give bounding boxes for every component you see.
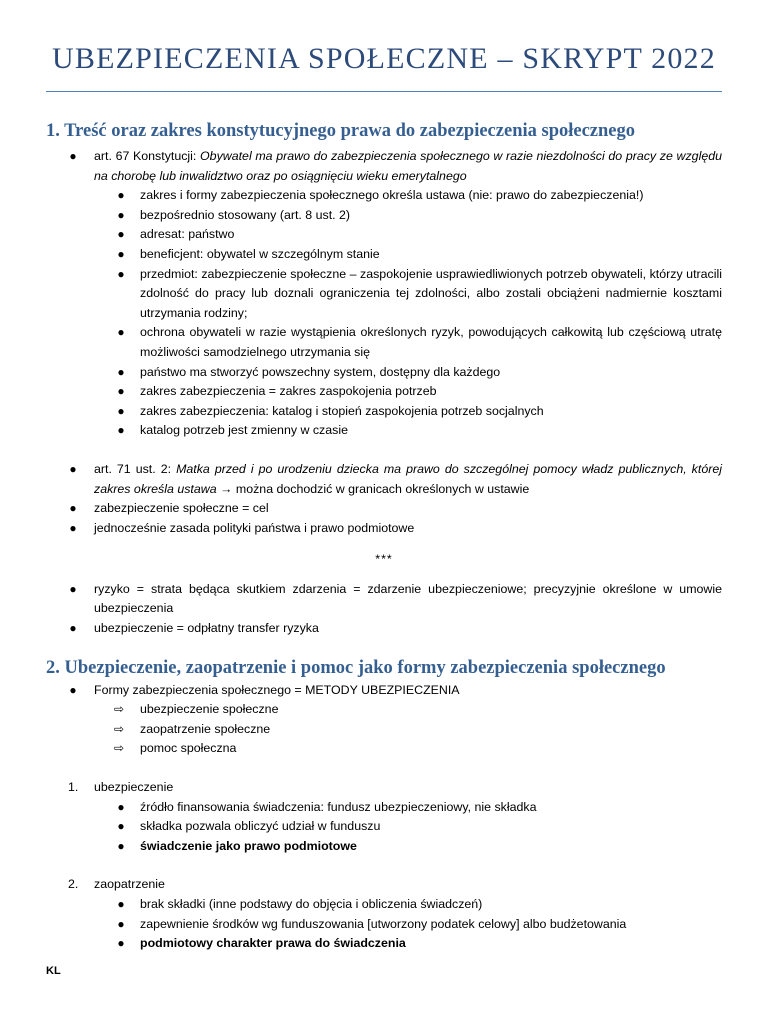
list-item-text: ubezpieczenie <box>94 780 174 795</box>
art67-label: art. 67 Konstytucji: <box>94 149 197 163</box>
numbered-item <box>46 778 722 798</box>
risk-item <box>46 580 722 619</box>
list-item-text: jednocześnie zasada polityki państwa i prawo podmiotowe <box>94 520 415 535</box>
list-item-text: źródło finansowania świadczenia: fundusz ubezpieczeniowy, nie składka <box>140 799 537 814</box>
list-item-text: zaopatrzenie społeczne <box>140 721 271 736</box>
art67-quote: Obywatel ma prawo do zabezpieczenia społecznego w razie niezdolności do pracy ze względu na chorobę lub inwalidztwo oraz po osiągnięciu wieku emerytalnego <box>94 149 722 183</box>
bullet-icon: ● <box>117 325 125 340</box>
bullet-icon: ● <box>69 149 77 163</box>
bullet-icon: ● <box>69 621 77 636</box>
bullet-icon: ● <box>69 461 77 476</box>
bullet-icon: ● <box>117 364 125 379</box>
bullet-icon: ● <box>117 246 125 261</box>
list-item-text: adresat: państwo <box>140 227 235 242</box>
list-item-text: podmiotowy charakter prawa do świadczenia <box>140 936 406 951</box>
bullet-icon: ● <box>117 266 125 281</box>
bullet-icon: ● <box>117 897 125 911</box>
list-item-text: brak składki (inne podstawy do objęcia i obliczenia świadczeń) <box>140 897 483 911</box>
list-item-text: ubezpieczenie społeczne <box>140 702 279 717</box>
list-item-text: zakres i formy zabezpieczenia społecznego określa ustawa (nie: prawo do zabezpieczenia!) <box>140 188 644 203</box>
document-body <box>46 118 722 954</box>
bullet-icon: ● <box>117 384 125 399</box>
section-separator: *** <box>375 552 393 567</box>
item-number: 2. <box>68 877 79 892</box>
list-item <box>46 225 722 245</box>
art71-quote: Matka przed i po urodzeniu dziecka ma prawo do szczególnej pomocy władz publicznych, której zakres określa ustawa <box>94 461 722 496</box>
list-item-text: katalog potrzeb jest zmienny w czasie <box>140 423 348 438</box>
list-item <box>46 499 722 519</box>
list-item <box>46 363 722 383</box>
spacer <box>46 759 722 778</box>
bullet-icon: ● <box>117 936 125 951</box>
list-item-text: pomoc społeczna <box>140 741 237 756</box>
bullet-icon: ● <box>69 501 77 516</box>
list-item <box>46 402 722 422</box>
art71-item <box>46 460 722 499</box>
bullet-icon: ● <box>117 838 125 853</box>
list-item <box>46 934 722 954</box>
page-footer: KL <box>46 965 61 977</box>
insurance-item <box>46 619 722 639</box>
list-item-text: ryzyko = strata będąca skutkiem zdarzenia = zdarzenie ubezpieczeniowe; precyzyjnie określone w umowie ubezpieczenia <box>94 581 722 616</box>
arrow-right-icon: ⇨ <box>114 702 125 717</box>
art71-label: art. 71 ust. 2: <box>94 461 172 476</box>
bullet-icon: ● <box>117 188 125 203</box>
list-item <box>46 519 722 539</box>
numbered-item <box>46 875 722 895</box>
list-item <box>46 895 722 915</box>
list-item <box>46 798 722 818</box>
art67-item <box>46 147 722 186</box>
title-underline <box>46 91 722 92</box>
list-item-text: zapewnienie środków wg funduszowania [utworzony podatek celowy] albo budżetowania <box>140 916 627 931</box>
spacer <box>46 856 722 875</box>
bullet-icon: ● <box>69 682 77 697</box>
list-item-text: zabezpieczenie społeczne = cel <box>94 501 269 516</box>
spacer <box>46 639 722 655</box>
list-item-text: zaopatrzenie <box>94 877 165 892</box>
list-item-text: bezpośrednio stosowany (art. 8 ust. 2) <box>140 207 351 222</box>
spacer <box>46 441 722 460</box>
bullet-icon: ● <box>117 423 125 438</box>
list-item-text: ubezpieczenie = odpłatny transfer ryzyka <box>94 621 319 636</box>
forms-item <box>46 681 722 701</box>
list-item <box>46 817 722 837</box>
bullet-icon: ● <box>117 403 125 418</box>
list-item-text: państwo ma stworzyć powszechny system, dostępny dla każdego <box>140 364 501 379</box>
list-item-text: Formy zabezpieczenia społecznego = METODY UBEZPIECZENIA <box>94 682 460 697</box>
list-item <box>46 206 722 226</box>
form-option <box>46 700 722 720</box>
list-item-text: świadczenie jako prawo podmiotowe <box>140 838 357 853</box>
right-arrow-icon: → <box>220 481 233 496</box>
list-item <box>46 245 722 265</box>
list-item-text: ochrona obywateli w razie wystąpienia określonych ryzyk, powodujących całkowitą lub częściową utratę możliwości samodzielnego utrzymania się <box>140 325 722 359</box>
list-item <box>46 323 722 362</box>
bullet-icon: ● <box>117 819 125 834</box>
list-item <box>46 421 722 441</box>
arrow-right-icon: ⇨ <box>114 721 125 736</box>
art71-tail: można dochodzić w granicach określonych w ustawie <box>235 481 530 496</box>
bullet-icon: ● <box>69 520 77 535</box>
bullet-icon: ● <box>117 916 125 931</box>
list-item-text: zakres zabezpieczenia = zakres zaspokojenia potrzeb <box>140 384 437 399</box>
section-1-heading: 1. Treść oraz zakres konstytucyjnego prawa do zabezpieczenia społecznego <box>46 121 636 141</box>
list-item <box>46 837 722 857</box>
form-option <box>46 739 722 759</box>
bullet-icon: ● <box>69 581 77 596</box>
list-item <box>46 186 722 206</box>
bullet-icon: ● <box>117 799 125 814</box>
bullet-icon: ● <box>117 207 125 222</box>
form-option <box>46 720 722 740</box>
list-item-text: beneficjent: obywatel w szczególnym stanie <box>140 246 380 261</box>
arrow-right-icon: ⇨ <box>114 741 125 756</box>
list-item-text: przedmiot: zabezpieczenie społeczne – zaspokojenie usprawiedliwionych potrzeb obywateli, którzy utracili zdolność do pracy lub doznali ograniczenia tej zdolności, albo zostali obciążeni nadmiernie kosztami utrzymania rodziny; <box>140 266 722 320</box>
list-item-text: zakres zabezpieczenia: katalog i stopień zaspokojenia potrzeb socjalnych <box>140 403 544 418</box>
list-item <box>46 382 722 402</box>
list-item <box>46 265 722 324</box>
list-item-text: składka pozwala obliczyć udział w funduszu <box>140 819 381 834</box>
item-number: 1. <box>68 780 79 795</box>
document-title: UBEZPIECZENIA SPOŁECZNE – SKRYPT 2022 <box>52 42 716 75</box>
section-2-heading: 2. Ubezpieczenie, zaopatrzenie i pomoc jako formy zabezpieczenia społecznego <box>46 657 666 678</box>
bullet-icon: ● <box>117 227 125 242</box>
list-item <box>46 915 722 935</box>
